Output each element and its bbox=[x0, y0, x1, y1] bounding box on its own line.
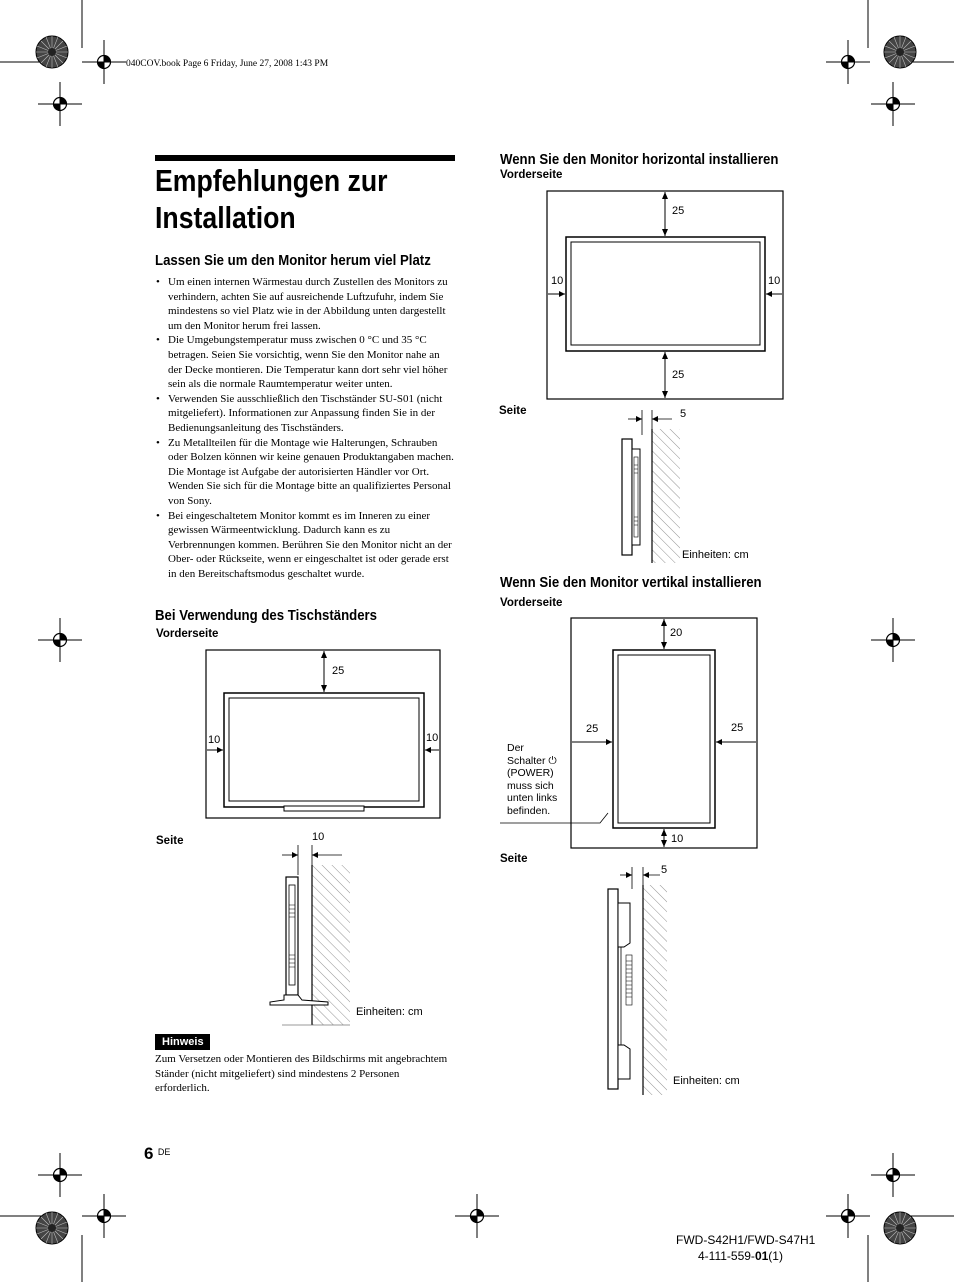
bullet-item: • Verwenden Sie ausschließlich den Tischständer SU-S01 (nicht mitgeliefert). Informationen zur Anpassung finden Sie in der Bedienungsanleitung des Tischständers. bbox=[155, 392, 455, 436]
document-code: 4-111-559-01(1) bbox=[698, 1249, 783, 1263]
horizontal-bottom-gap: 25 bbox=[672, 369, 685, 381]
horizontal-front-label: Vorderseite bbox=[500, 169, 563, 181]
section-heading-vertical: Wenn Sie den Monitor vertikal installieren bbox=[500, 574, 762, 591]
vertical-side-diagram bbox=[600, 865, 690, 1095]
horizontal-side-diagram bbox=[606, 405, 706, 565]
note-text: Zum Versetzen oder Montieren des Bildschirms mit angebrachtem Ständer (nicht mitgeliefert) sind mindestens 2 Personen erforderlich. bbox=[155, 1053, 448, 1095]
stand-side-gap: 10 bbox=[312, 831, 325, 843]
power-switch-note: Der Schalter ⏻ (POWER) muss sich unten links befinden. bbox=[507, 742, 558, 817]
horizontal-right-gap: 10 bbox=[768, 275, 781, 287]
section-heading-horizontal: Wenn Sie den Monitor horizontal installieren bbox=[500, 151, 779, 168]
vertical-front-label: Vorderseite bbox=[500, 597, 563, 609]
bullet-item: • Um einen internen Wärmestau durch Zustellen des Monitors zu verhindern, achten Sie auf ausreichende Luftzufuhr, indem Sie mindestens so viel Platz wie in der Abbildung unten dargestellt um den Monitor herum frei lassen. bbox=[155, 275, 455, 333]
vertical-side-label: Seite bbox=[500, 853, 528, 865]
vertical-top-gap: 20 bbox=[670, 627, 683, 639]
stand-front-diagram bbox=[204, 647, 444, 822]
stand-left-gap: 10 bbox=[208, 734, 221, 746]
space-bullet-list bbox=[155, 275, 455, 581]
book-header-line: 040COV.book Page 6 Friday, June 27, 2008 1:43 PM bbox=[126, 59, 329, 69]
stand-front-label: Vorderseite bbox=[156, 628, 219, 640]
vertical-side-gap: 5 bbox=[661, 864, 668, 876]
horizontal-side-gap: 5 bbox=[680, 408, 687, 420]
horizontal-left-gap: 10 bbox=[551, 275, 564, 287]
vertical-right-gap: 25 bbox=[731, 722, 744, 734]
horizontal-front-diagram bbox=[546, 190, 786, 402]
vertical-units: Einheiten: cm bbox=[673, 1075, 740, 1087]
stand-right-gap: 10 bbox=[426, 732, 439, 744]
note-badge: Hinweis bbox=[155, 1034, 210, 1050]
horizontal-side-label: Seite bbox=[499, 405, 527, 417]
page-title: Empfehlungen zur Installation bbox=[155, 163, 388, 235]
vertical-left-gap: 25 bbox=[586, 723, 599, 735]
page-number: 6 $^{DE}$ bbox=[144, 1144, 171, 1163]
vertical-bottom-gap: 10 bbox=[671, 833, 684, 845]
horizontal-top-gap: 25 bbox=[672, 205, 685, 217]
horizontal-units: Einheiten: cm bbox=[682, 549, 749, 561]
stand-top-gap: 25 bbox=[332, 665, 345, 677]
bullet-item: • Bei eingeschaltetem Monitor kommt es im Inneren zu einer gewissen Wärmeentwicklung. Dadurch kann es zu Verbrennungen kommen. Berühren Sie den Monitor nicht an der Ober- oder Rückseite, wenn er eingeschaltet ist oder gerade erst in den Bereitschaftsmodus geschaltet wurde. bbox=[155, 509, 455, 582]
title-rule bbox=[155, 155, 455, 161]
bullet-item: • Zu Metallteilen für die Montage wie Halterungen, Schrauben oder Bolzen können wir keine genauen Produktangaben machen. Die Montage ist Aufgabe der autorisierten Händler vor Ort. Wenden Sie sich für die Montage bitte an qualifiziertes Personal von Sony. bbox=[155, 436, 455, 509]
model-number: FWD-S42H1/FWD-S47H1 bbox=[676, 1233, 816, 1247]
stand-side-label: Seite bbox=[156, 835, 184, 847]
section-heading-stand: Bei Verwendung des Tischständers bbox=[155, 607, 378, 624]
bullet-item: • Die Umgebungstemperatur muss zwischen 0 °C und 35 °C betragen. Seien Sie vorsichtig, wenn Sie den Monitor nahe an der Decke montieren. Die Temperatur kann dort sehr viel höher sein als die normale Raumtemperatur weiter unten. bbox=[155, 333, 455, 391]
section-heading-space: Lassen Sie um den Monitor herum viel Platz bbox=[155, 252, 431, 269]
stand-side-diagram bbox=[262, 845, 362, 1030]
stand-units: Einheiten: cm bbox=[356, 1006, 423, 1018]
